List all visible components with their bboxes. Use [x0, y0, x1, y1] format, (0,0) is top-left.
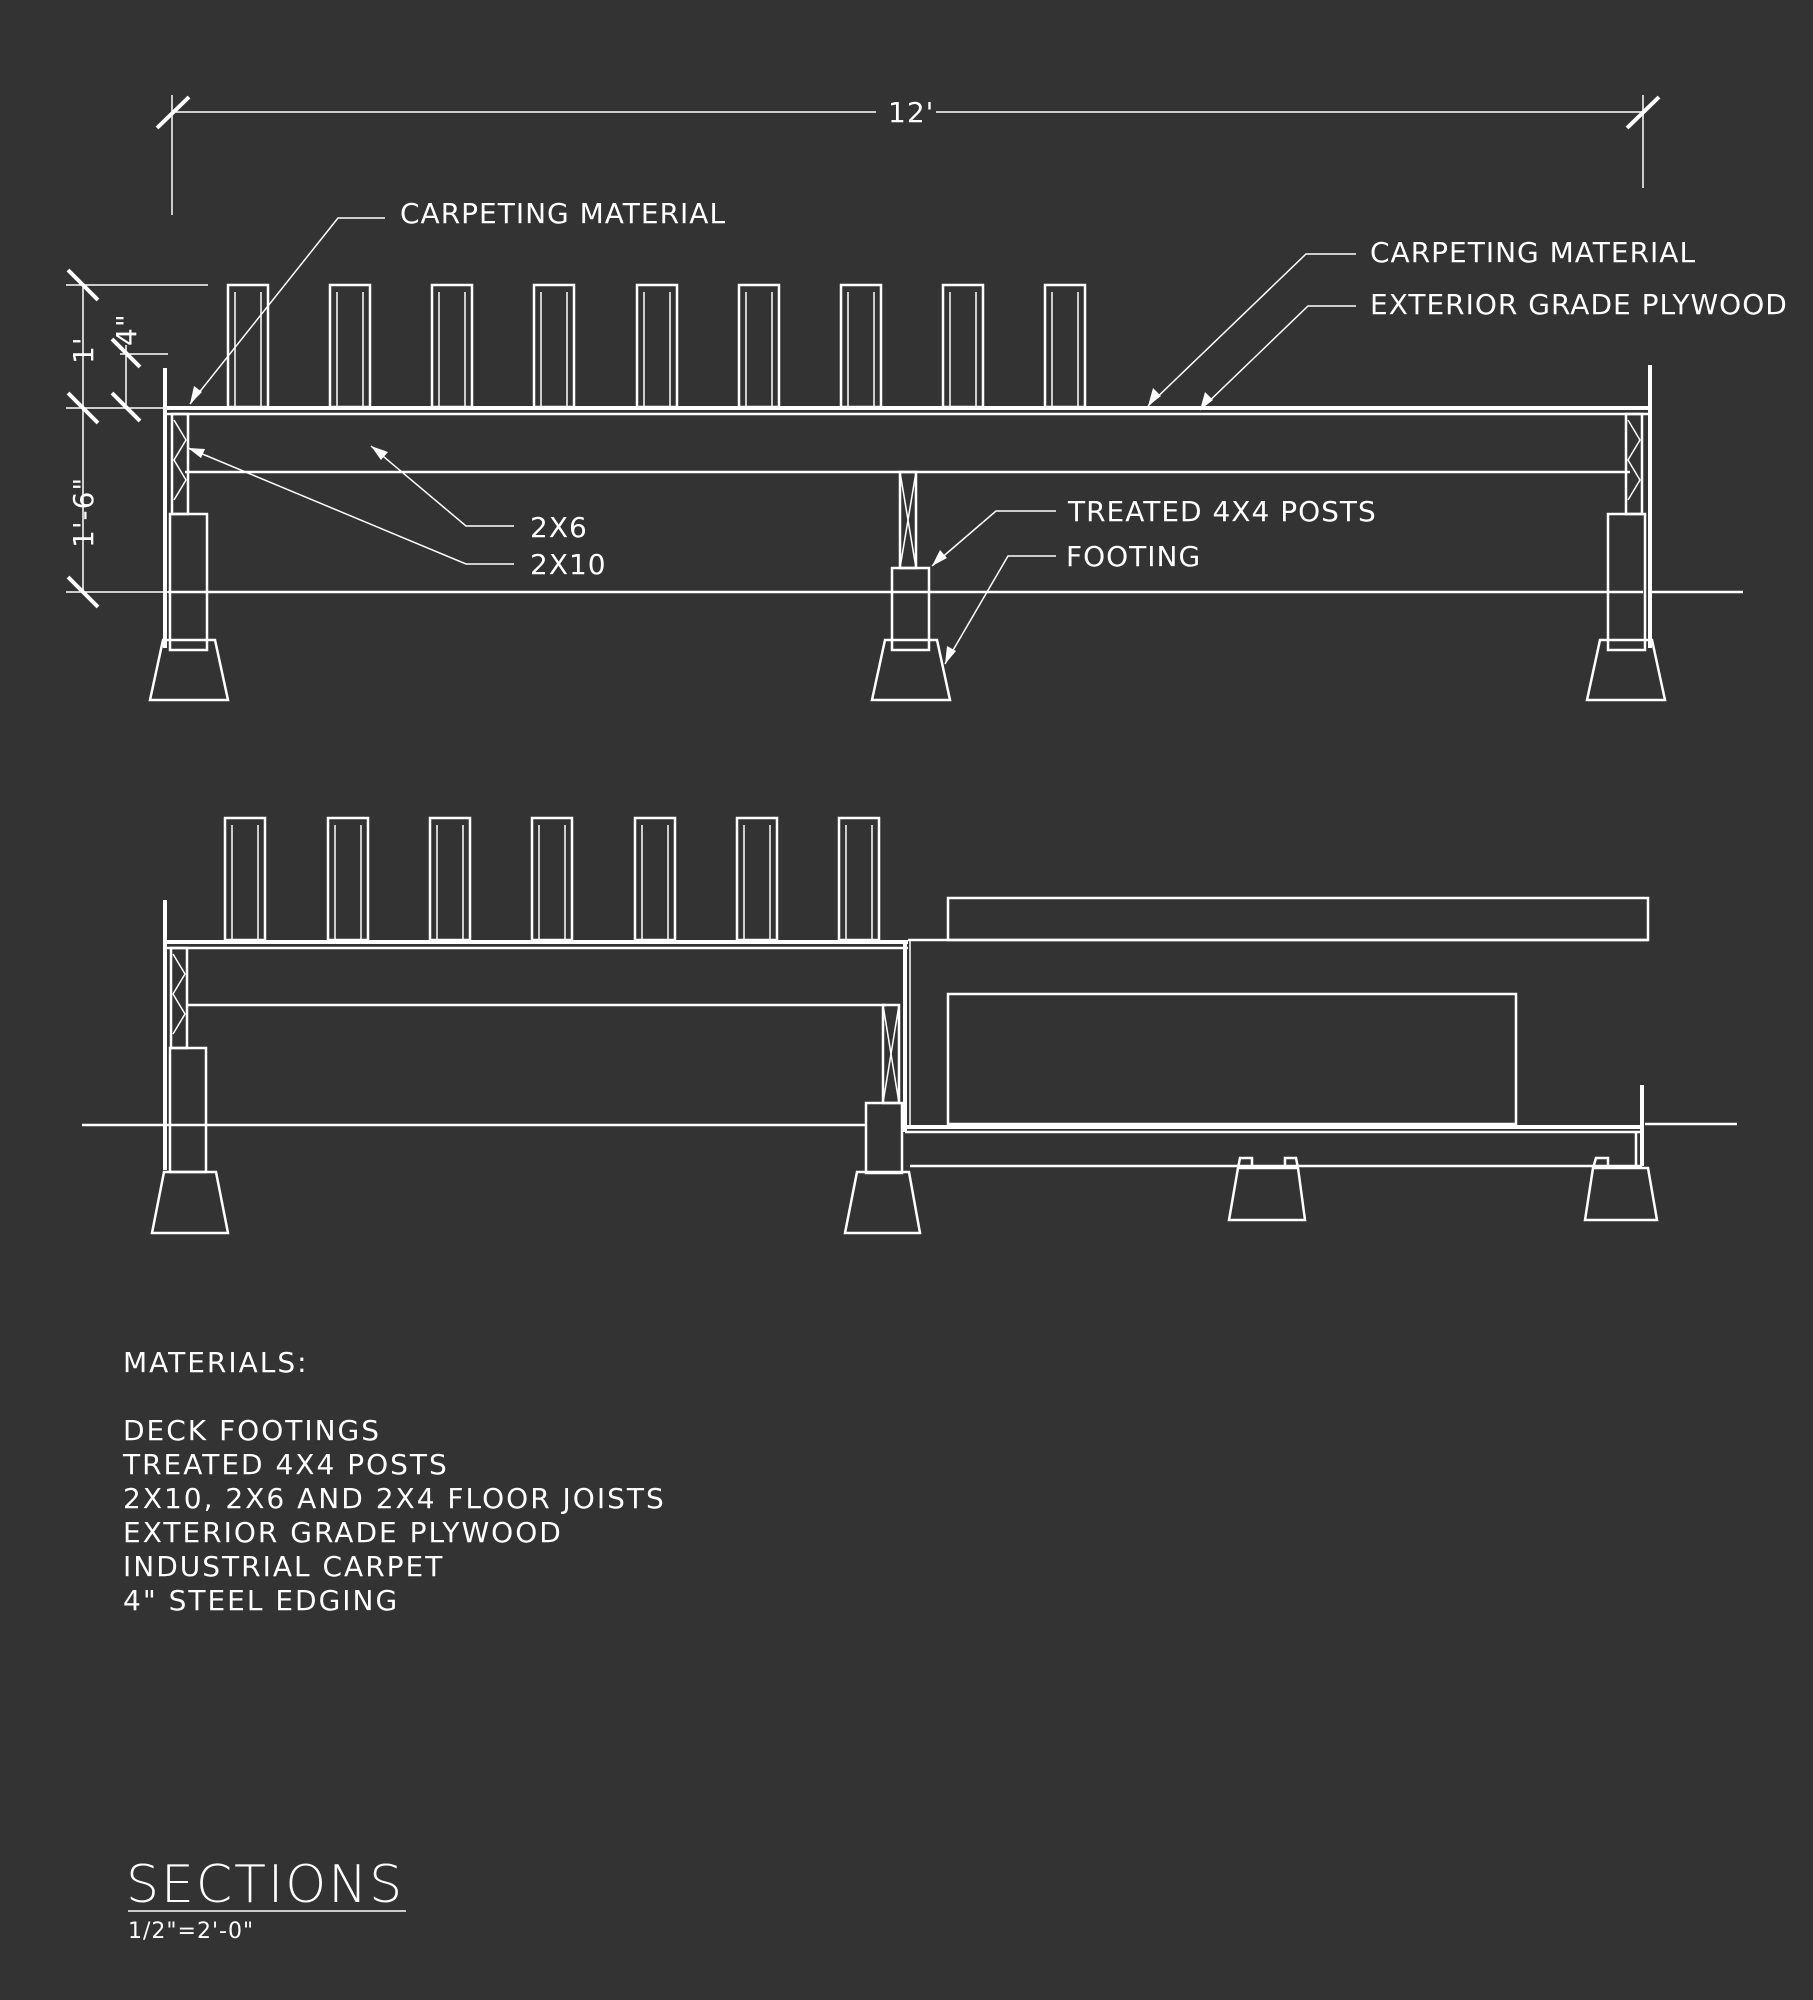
materials-item: EXTERIOR GRADE PLYWOOD [123, 1516, 563, 1549]
footing-label: FOOTING [1066, 540, 1202, 573]
title-block [126, 1855, 406, 1944]
joist-2x10-label: 2X10 [530, 548, 607, 581]
top-callouts [188, 197, 1788, 664]
top-section [66, 94, 1788, 700]
materials-notes [123, 1346, 666, 1618]
plywood-label: EXTERIOR GRADE PLYWOOD [1370, 288, 1788, 321]
carpeting-label-left: CARPETING MATERIAL [400, 197, 727, 230]
materials-heading: MATERIALS: [123, 1346, 309, 1379]
bottom-railing-slats [225, 818, 879, 940]
joist-2x6-label: 2X6 [530, 511, 588, 544]
materials-item: TREATED 4X4 POSTS [123, 1448, 449, 1481]
drawing-scale: 1/2"=2'-0" [128, 1919, 255, 1944]
rail-height-dimension: 1' [67, 336, 100, 364]
materials-item: DECK FOOTINGS [123, 1414, 382, 1447]
materials-item: 2X10, 2X6 AND 2X4 FLOOR JOISTS [123, 1482, 666, 1515]
height-dimensions [66, 270, 208, 607]
deck-height-dimension: 1'-6" [67, 476, 100, 548]
materials-item: 4" STEEL EDGING [123, 1584, 400, 1617]
materials-item: INDUSTRIAL CARPET [123, 1550, 445, 1583]
overall-dimension [157, 94, 1659, 215]
sheet-title: SECTIONS [126, 1855, 405, 1915]
carpeting-label-right: CARPETING MATERIAL [1370, 236, 1697, 269]
top-railing-slats [228, 285, 1085, 407]
bottom-section [82, 818, 1737, 1233]
edging-height-dimension: 4" [110, 313, 143, 346]
posts-label: TREATED 4X4 POSTS [1068, 495, 1377, 528]
overall-width-dimension: 12' [888, 96, 935, 129]
bottom-deck-frame [82, 898, 1737, 1233]
